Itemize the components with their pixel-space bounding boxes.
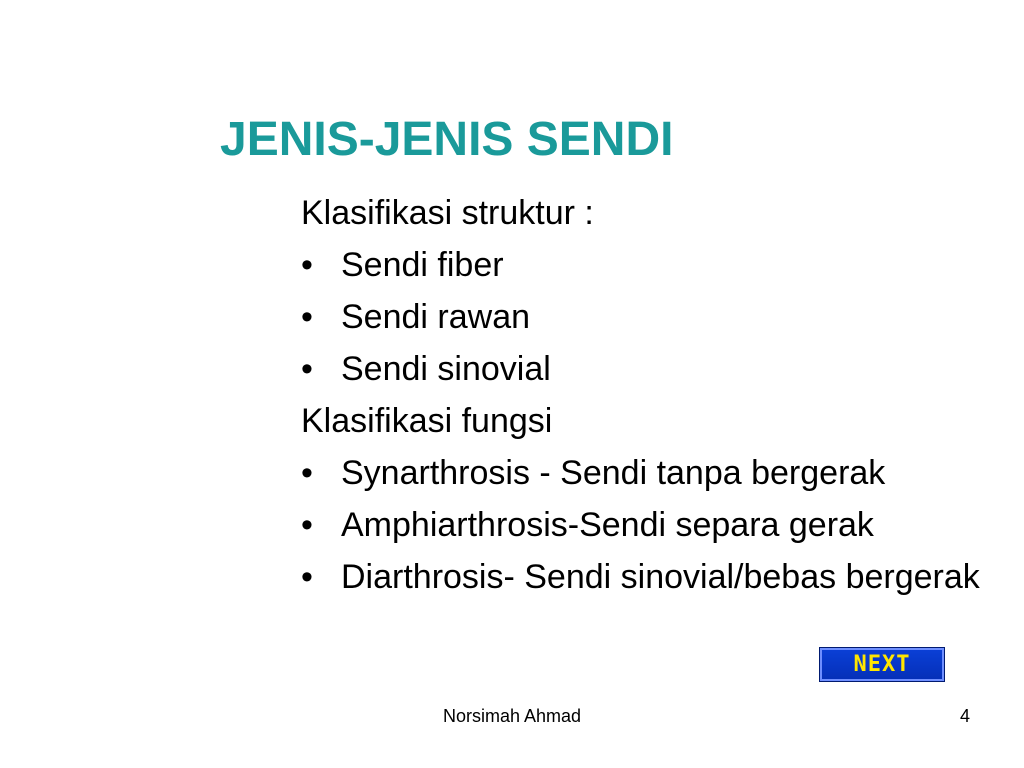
list-item-text: Synarthrosis - Sendi tanpa bergerak [341, 454, 886, 492]
list-item [301, 505, 1001, 545]
next-button[interactable] [820, 648, 944, 681]
next-button-label: NEXT [853, 651, 911, 677]
bullet-icon: • [301, 298, 313, 336]
list-item [301, 349, 1001, 389]
structural-classification-list [301, 245, 1001, 389]
list-item [301, 245, 1001, 285]
bullet-icon: • [301, 246, 313, 284]
list-item-text: Amphiarthrosis-Sendi separa gerak [341, 506, 874, 544]
footer-author: Norsimah Ahmad [442, 706, 582, 726]
list-item-text: Sendi rawan [341, 298, 531, 336]
structural-classification-heading: Klasifikasi struktur : [301, 194, 594, 232]
functional-classification-list [301, 453, 1001, 597]
functional-classification-heading: Klasifikasi fungsi [301, 402, 553, 440]
list-item [301, 453, 1001, 493]
slide-title: JENIS-JENIS SENDI [220, 113, 674, 166]
list-item-text: Diarthrosis- Sendi sinovial/bebas bergerak [341, 558, 980, 596]
bullet-icon: • [301, 454, 313, 492]
bullet-icon: • [301, 558, 313, 596]
list-item-text: Sendi sinovial [341, 350, 551, 388]
page-number: 4 [959, 706, 970, 726]
list-item [301, 297, 1001, 337]
list-item [301, 557, 1001, 597]
list-item-text: Sendi fiber [341, 246, 504, 284]
bullet-icon: • [301, 506, 313, 544]
bullet-icon: • [301, 350, 313, 388]
slide-content [301, 193, 1001, 597]
